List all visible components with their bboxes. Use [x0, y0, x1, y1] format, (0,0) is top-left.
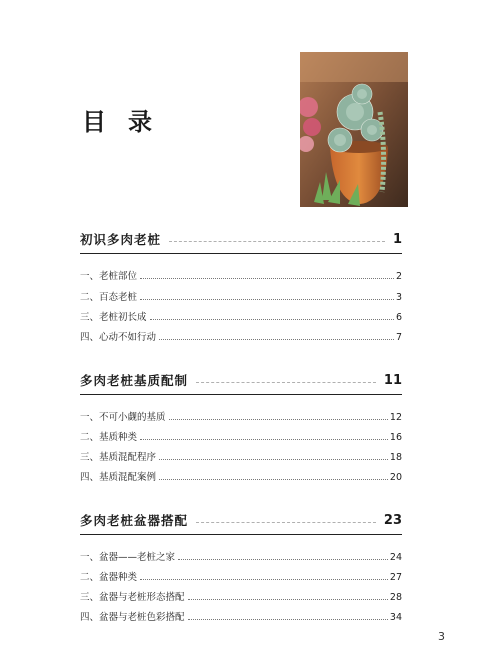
toc-entry[interactable]: [80, 569, 402, 583]
section-rule: [80, 534, 402, 535]
section-title: 初识多肉老桩: [80, 232, 162, 247]
dot-leader: [140, 579, 388, 580]
dashed-leader: [196, 382, 376, 383]
dot-leader: [159, 479, 388, 480]
section-title: 多肉老桩基质配制: [80, 373, 189, 388]
dot-leader: [140, 439, 388, 440]
toc-entry[interactable]: [80, 329, 402, 343]
entry-label: 三、基质混配程序: [80, 452, 157, 463]
entry-label: 三、老桩初长成: [80, 312, 147, 323]
section-rule: [80, 394, 402, 395]
dashed-leader: [169, 241, 385, 242]
succulent-photo: [300, 52, 408, 207]
toc-entry[interactable]: [80, 289, 402, 303]
dot-leader: [159, 459, 388, 460]
toc-section-3[interactable]: [80, 511, 402, 529]
toc-entry[interactable]: [80, 549, 402, 563]
entry-page-number: 7: [395, 332, 402, 343]
section-page-number: 23: [383, 512, 402, 528]
dashed-leader: [196, 522, 376, 523]
entry-page-number: 16: [389, 432, 402, 443]
entry-label: 二、盆器种类: [80, 572, 138, 583]
entry-label: 四、心动不如行动: [80, 332, 157, 343]
entry-page-number: 6: [395, 312, 402, 323]
dot-leader: [178, 559, 388, 560]
toc-entry[interactable]: [80, 268, 402, 282]
toc-entry[interactable]: [80, 469, 402, 483]
dot-leader: [140, 299, 394, 300]
entry-label: 二、基质种类: [80, 432, 138, 443]
entry-label: 二、百态老桩: [80, 292, 138, 303]
entry-label: 四、盆器与老桩色彩搭配: [80, 612, 185, 623]
toc-entry[interactable]: [80, 429, 402, 443]
section-page-number: 1: [392, 231, 402, 247]
entry-page-number: 3: [395, 292, 402, 303]
entry-page-number: 27: [389, 572, 402, 583]
dot-leader: [159, 339, 394, 340]
toc-section-2[interactable]: [80, 371, 402, 389]
toc-section-1[interactable]: [80, 230, 402, 248]
page-title-char-2: 录: [128, 108, 152, 136]
toc-entry[interactable]: [80, 309, 402, 323]
page-title-char-1: 目: [82, 108, 106, 136]
entry-label: 一、不可小觑的基质: [80, 412, 166, 423]
entry-label: 一、盆器——老桩之家: [80, 552, 176, 563]
section-rule: [80, 253, 402, 254]
entry-label: 一、老桩部位: [80, 271, 138, 282]
toc-entry[interactable]: [80, 449, 402, 463]
entry-label: 三、盆器与老桩形态搭配: [80, 592, 185, 603]
dot-leader: [140, 278, 394, 279]
dot-leader: [169, 419, 388, 420]
succulent-photo-illustration: [300, 52, 408, 207]
toc-entry[interactable]: [80, 589, 402, 603]
section-page-number: 11: [383, 372, 402, 388]
entry-page-number: 18: [389, 452, 402, 463]
page-folio: 3: [438, 630, 445, 643]
entry-page-number: 28: [389, 592, 402, 603]
toc-entry[interactable]: [80, 409, 402, 423]
dot-leader: [150, 319, 394, 320]
section-title: 多肉老桩盆器搭配: [80, 513, 189, 528]
entry-page-number: 20: [389, 472, 402, 483]
page-title: [82, 102, 174, 137]
entry-page-number: 24: [389, 552, 402, 563]
entry-page-number: 12: [389, 412, 402, 423]
toc-entry[interactable]: [80, 609, 402, 623]
entry-page-number: 2: [395, 271, 402, 282]
entry-page-number: 34: [389, 612, 402, 623]
dot-leader: [188, 619, 388, 620]
dot-leader: [188, 599, 388, 600]
entry-label: 四、基质混配案例: [80, 472, 157, 483]
